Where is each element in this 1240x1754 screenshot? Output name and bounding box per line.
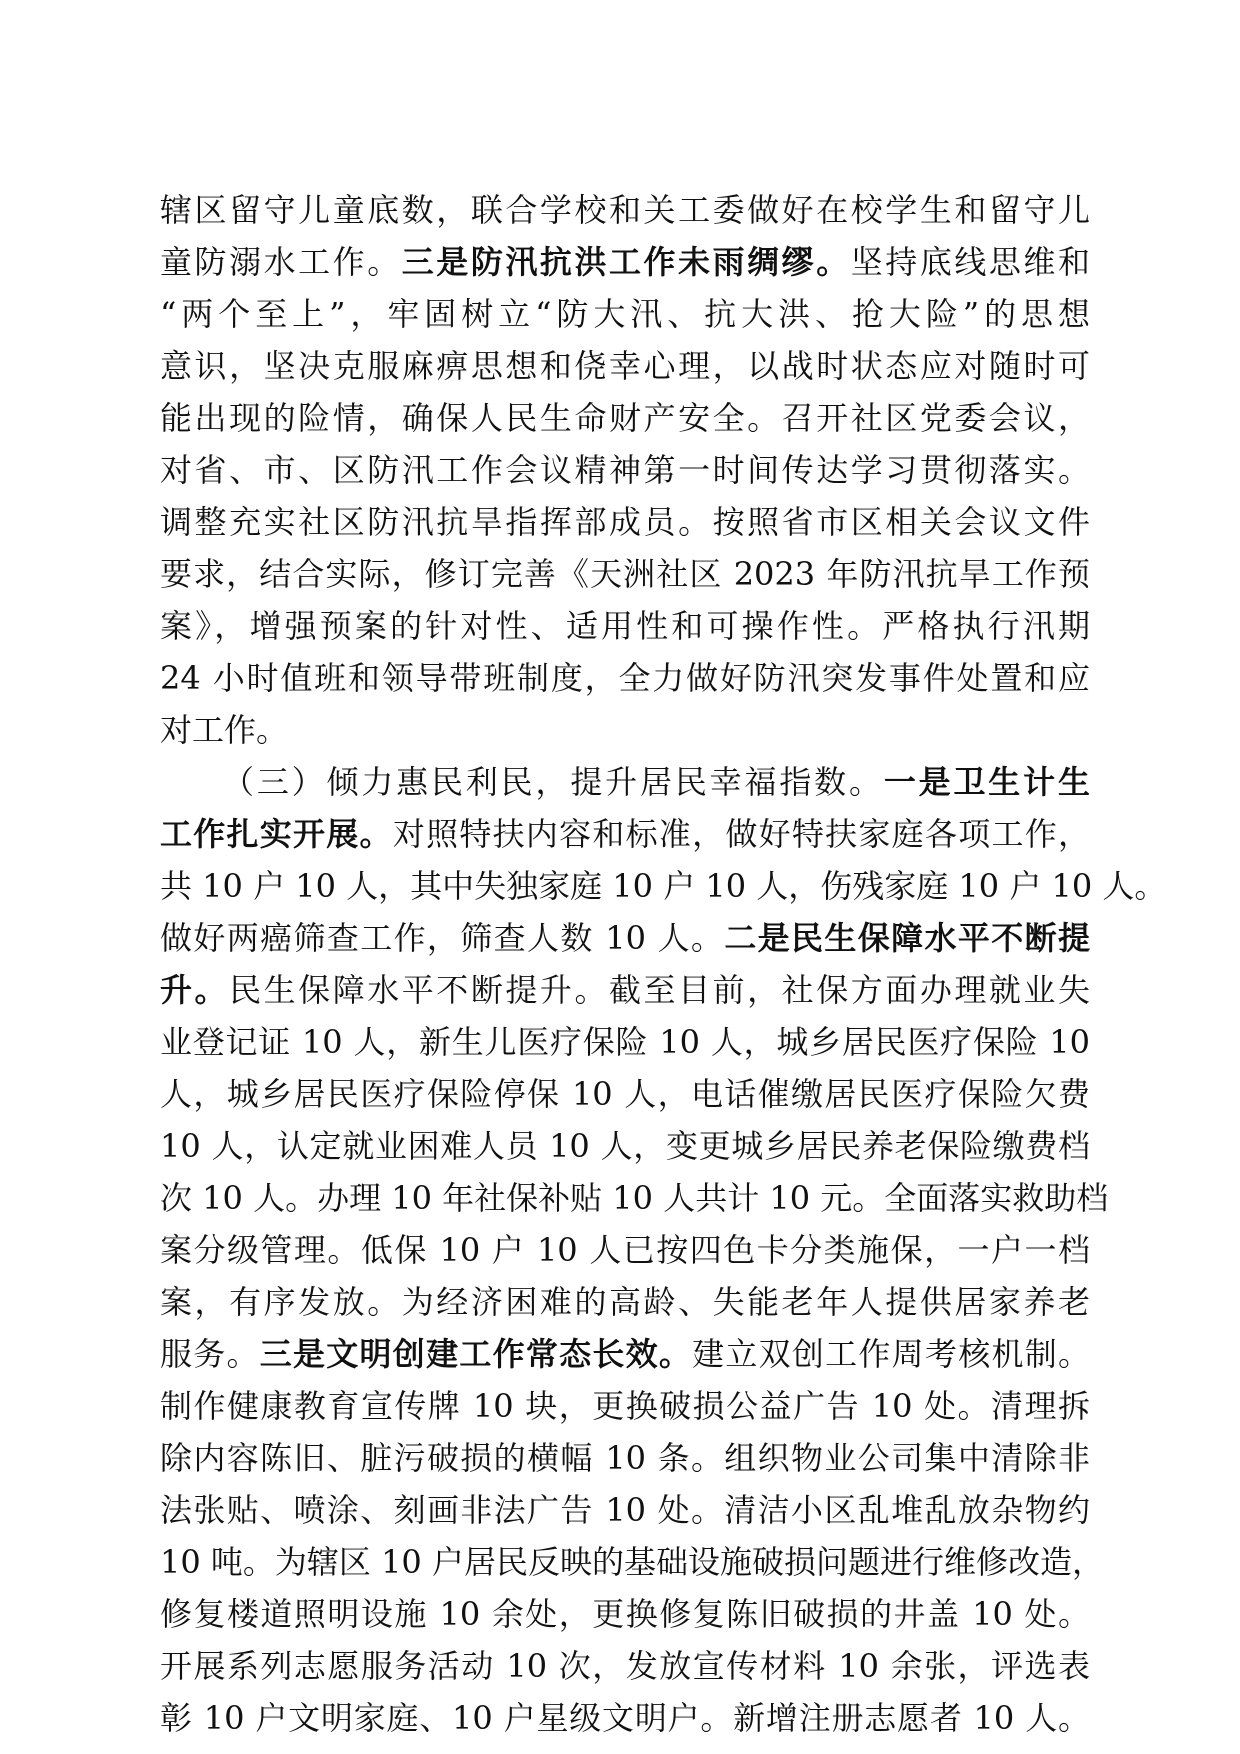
text-line-20 [160,1174,1109,1222]
bold-heading-run: 升。 [160,971,230,1009]
text-run: 意识，坚决克服麻痹思想和侥幸心理，以战时状态应对随时可 [160,347,1090,385]
text-run: 除内容陈旧、脏污破损的横幅 10 条。组织物业公司集中清除非 [160,1439,1090,1477]
text-run: 业登记证 10 人，新生儿医疗保险 10 人，城乡居民医疗保险 10 [160,1023,1090,1061]
text-line-26 [160,1486,1090,1534]
text-line-1 [160,186,1090,234]
text-line-13 [160,810,1090,858]
text-run: 案，有序发放。为经济困难的高龄、失能老年人提供居家养老 [160,1283,1090,1321]
bold-heading-run: 工作扎实开展。 [160,815,393,853]
text-run: 修复楼道照明设施 10 余处，更换修复陈旧破损的井盖 10 处。 [160,1595,1090,1633]
text-line-19 [160,1122,1090,1170]
text-run: 24 小时值班和领导带班制度，全力做好防汛突发事件处置和应 [160,659,1090,697]
text-run: 辖区留守儿童底数，联合学校和关工委做好在校学生和留守儿 [160,191,1090,229]
text-line-3 [160,290,1090,338]
text-run: 童防溺水工作。 [160,243,402,281]
text-run: 次 10 人。办理 10 年社保补贴 10 人共计 10 元。全面落实救助档 [160,1179,1109,1217]
text-line-17 [160,1018,1090,1066]
text-run: 对工作。 [160,711,289,749]
text-line-7 [160,498,1090,546]
text-line-16 [160,966,1090,1014]
text-line-2 [160,238,1090,286]
text-line-18 [160,1070,1090,1118]
text-line-22 [160,1278,1090,1326]
text-run: 人，城乡居民医疗保险停保 10 人，电话催缴居民医疗保险欠费 [160,1075,1090,1113]
text-line-11 [160,706,1090,754]
text-line-24 [160,1382,1090,1430]
bold-heading-run: 三是防汛抗洪工作未雨绸缪。 [401,243,851,281]
bold-heading-run: 三是文明创建工作常态长效。 [259,1335,693,1373]
text-line-28 [160,1590,1090,1638]
text-run: 案分级管理。低保 10 户 10 人已按四色卡分类施保，一户一档 [160,1231,1090,1269]
bold-heading-run: 二是民生保障水平不断提 [724,919,1090,957]
text-run: 要求，结合实际，修订完善《天洲社区 2023 年防汛抗旱工作预 [160,555,1090,593]
text-run: 10 吨。为辖区 10 户居民反映的基础设施破损问题进行维修改造， [160,1543,1104,1581]
text-line-21 [160,1226,1090,1274]
text-line-14 [160,862,1167,910]
text-line-10 [160,654,1090,702]
text-run: 共 10 户 10 人，其中失独家庭 10 户 10 人，伤残家庭 10 户 10 人。 [160,867,1167,905]
text-line-12 [222,758,1090,806]
text-run: 做好两癌筛查工作，筛查人数 10 人。 [160,919,725,957]
text-line-4 [160,342,1090,390]
text-line-27 [160,1538,1104,1586]
text-run: 对照特扶内容和标准，做好特扶家庭各项工作， [392,815,1090,853]
text-run: 10 人，认定就业困难人员 10 人，变更城乡居民养老保险缴费档 [160,1127,1090,1165]
text-line-9 [160,602,1090,650]
text-run: 彰 10 户文明家庭、10 户星级文明户。新增注册志愿者 10 人。 [160,1699,1090,1737]
text-line-29 [160,1642,1090,1690]
text-line-25 [160,1434,1090,1482]
text-run: 法张贴、喷涂、刻画非法广告 10 处。清洁小区乱堆乱放杂物约 [160,1491,1090,1529]
text-run: 建立双创工作周考核机制。 [692,1335,1090,1373]
text-run: 案》，增强预案的针对性、适用性和可操作性。严格执行汛期 [160,607,1090,645]
text-run: 调整充实社区防汛抗旱指挥部成员。按照省市区相关会议文件 [160,503,1090,541]
text-line-6 [160,446,1090,494]
text-line-8 [160,550,1090,598]
bold-heading-run: 一是卫生计生 [883,763,1090,801]
text-line-23 [160,1330,1090,1378]
text-run: 服务。 [160,1335,260,1373]
text-run: 对省、市、区防汛工作会议精神第一时间传达学习贯彻落实。 [160,451,1090,489]
section-heading-run: （三）倾力惠民利民，提升居民幸福指数。 [222,763,884,801]
text-line-30 [160,1694,1090,1742]
text-run: 能出现的险情，确保人民生命财产安全。召开社区党委会议， [160,399,1090,437]
text-line-15 [160,914,1090,962]
text-run: 坚持底线思维和 [850,243,1090,281]
text-run: 开展系列志愿服务活动 10 次，发放宣传材料 10 余张，评选表 [160,1647,1090,1685]
text-run: 民生保障水平不断提升。截至目前，社保方面办理就业失 [229,971,1090,1009]
text-run: “两个至上”，牢固树立“防大汛、抗大洪、抢大险”的思想 [160,295,1090,333]
text-line-5 [160,394,1090,442]
text-run: 制作健康教育宣传牌 10 块，更换破损公益广告 10 处。清理拆 [160,1387,1090,1425]
